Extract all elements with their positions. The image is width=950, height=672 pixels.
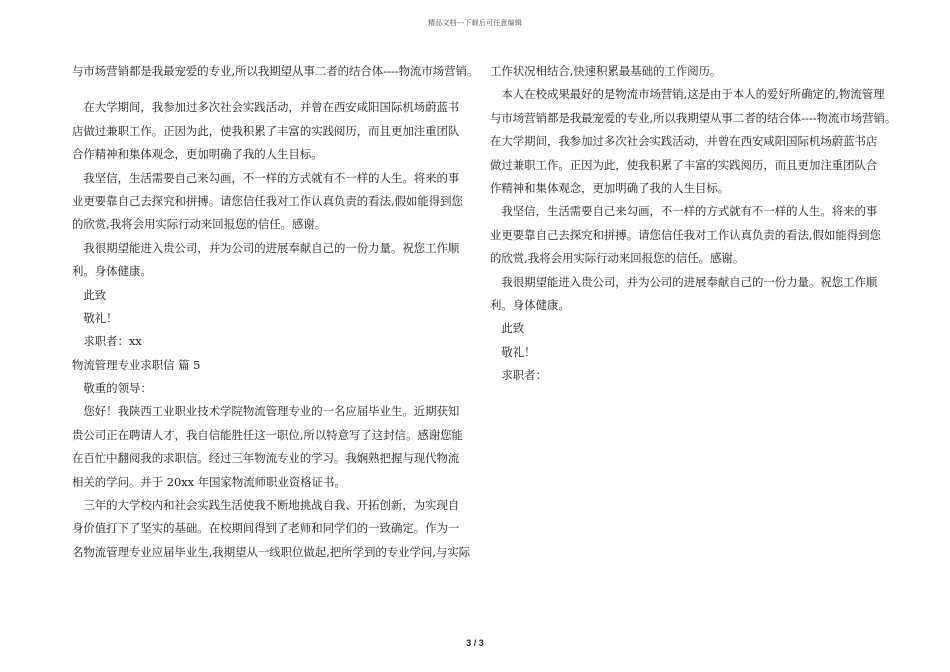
page-header: 精品文档---下载后可任意编辑 — [427, 19, 523, 27]
text-line: 我很期望能进入贵公司，并为公司的进展奉献自己的一份力量。祝您工作顺 — [490, 274, 878, 289]
left-column — [72, 60, 479, 564]
text-line: 的欣赏,我将会用实际行动来回报您的信任。感谢。 — [72, 217, 327, 232]
text-line: 与市场营销都是我最宠爱的专业,所以我期望从事二者的结合体----物流市场营销。 — [72, 64, 479, 78]
text-line: 敬重的领导： — [72, 381, 152, 396]
right-column — [490, 60, 897, 387]
text-line: 利。身体健康。 — [490, 297, 570, 312]
text-line: 我坚信，生活需要自己来勾画，不一样的方式就有不一样的人生。将来的事 — [72, 170, 460, 185]
text-line: 此致 — [72, 287, 107, 302]
text-line: 此致 — [490, 321, 525, 336]
text-line: 与市场营销都是我最宠爱的专业,所以我期望从事二者的结合体----物流市场营销。 — [490, 110, 897, 125]
text-line: 敬礼！ — [72, 310, 118, 325]
text-line: 我很期望能进入贵公司，并为公司的进展奉献自己的一份力量。祝您工作顺 — [72, 240, 460, 255]
text-line: 业更要靠自己去探究和拼搏。请您信任我对工作认真负责的看法,假如能得到您 — [490, 227, 881, 242]
text-line: 贵公司正在聘请人才，我自信能胜任这一职位,所以特意写了这封信。感谢您能 — [72, 427, 463, 442]
paragraph-gap — [72, 83, 472, 96]
text-line: 的欣赏,我将会用实际行动来回报您的信任。感谢。 — [490, 251, 745, 266]
text-line: 做过兼职工作。正因为此，使我积累了丰富的实践阅历，而且更加注重团队合 — [490, 157, 878, 172]
text-line: 业更要靠自己去探究和拼搏。请您信任我对工作认真负责的看法,假如能得到您 — [72, 193, 463, 208]
text-line: 作精神和集体观念，更加明确了我的人生目标。 — [490, 180, 730, 195]
text-line: 求职者：xx — [72, 334, 142, 349]
text-line: 敬礼！ — [490, 344, 536, 359]
text-line: 在百忙中翻阅我的求职信。经过三年物流专业的学习。我娴熟把握与现代物流 — [72, 451, 460, 466]
page-number: 3 / 3 — [466, 638, 484, 648]
text-line: 本人在校成果最好的是物流市场营销,这是由于本人的爱好所确定的,物流管理 — [490, 87, 885, 102]
text-line: 三年的大学校内和社会实践生活使我不断地挑战自我、开拓创新，为实现自 — [72, 498, 460, 513]
text-line: 店做过兼职工作。正因为此，使我积累了丰富的实践阅历，而且更加注重团队 — [72, 123, 460, 138]
text-line: 利。身体健康。 — [72, 264, 152, 279]
section-title: 物流管理专业求职信 篇 5 — [72, 357, 201, 372]
text-line: 在大学期间，我参加过多次社会实践活动，并曾在西安咸阳国际机场蔚蓝书 — [72, 100, 460, 115]
text-line: 合作精神和集体观念，更加明确了我的人生目标。 — [72, 147, 323, 162]
text-line: 工作状况相结合,快速积累最基础的工作阅历。 — [490, 64, 722, 78]
text-line: 我坚信，生活需要自己来勾画，不一样的方式就有不一样的人生。将来的事 — [490, 204, 878, 219]
text-line: 求职者： — [490, 368, 547, 383]
text-line: 您好！我陕西工业职业技术学院物流管理专业的一名应届毕业生。近期获知 — [72, 404, 460, 419]
text-line: 相关的学问。并于 20xx 年国家物流师职业资格证书。 — [72, 474, 346, 489]
text-line: 在大学期间，我参加过多次社会实践活动，并曾在西安咸阳国际机场蔚蓝书店 — [490, 134, 878, 149]
text-line: 名物流管理专业应届毕业生,我期望从一线职位做起,把所学到的专业学问,与实际 — [72, 544, 471, 559]
text-line: 身价值打下了坚实的基础。在校期间得到了老师和同学们的一致确定。作为一 — [72, 521, 460, 536]
